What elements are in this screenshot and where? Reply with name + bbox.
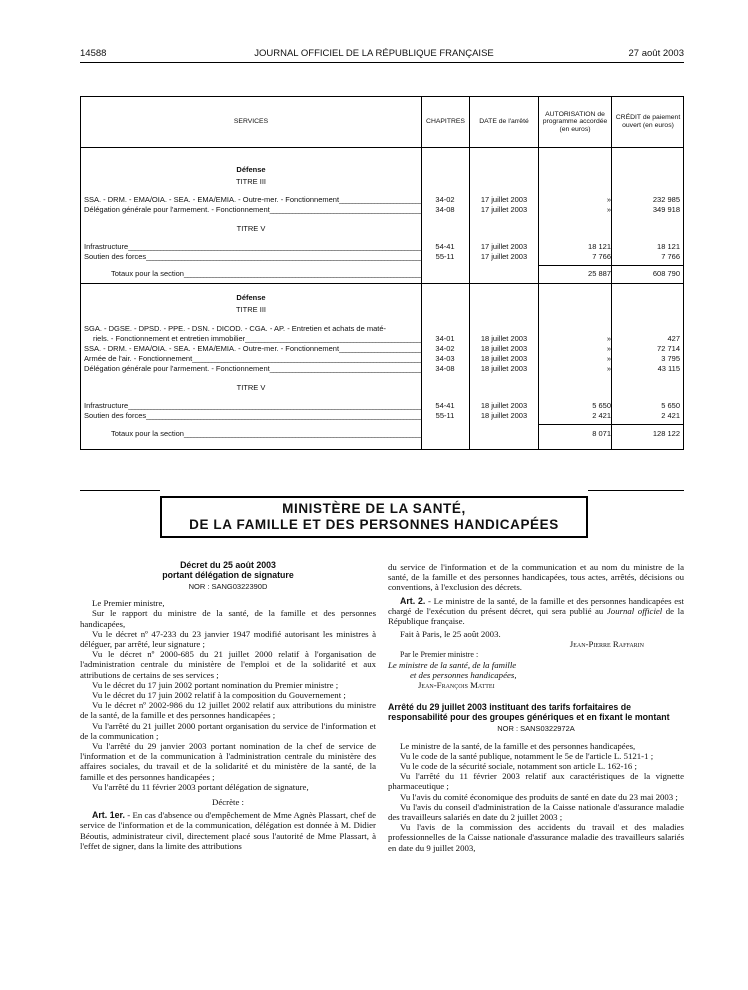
titre-heading: TITRE III <box>236 177 266 186</box>
paragraph: Vu l'arrêté du 11 février 2003 portant délégation de signature, <box>92 781 309 792</box>
table-row: Soutien des forces _____ 55-11 18 juillet 2003 2 421 2 421 <box>81 411 683 421</box>
paragraph: Sur le rapport du ministre de la santé, de la famille et des personnes handicapées, <box>80 608 376 629</box>
page-number: 14588 <box>80 48 107 59</box>
table-row: SSA. - DRM. - EMA/OIA. - SEA. - EMA/EMIA. - Outre-mer. - Fonctionnement _____ 34-02 18 juillet 2003 » 72 714 <box>81 344 683 354</box>
banner-line-1: MINISTÈRE DE LA SANTÉ, <box>282 501 466 516</box>
paragraph: Vu l'avis de la commission des accidents du travail et des maladies professionnelles de la Caisse nationale d'assurance maladie des travailleurs salariés en date du 9 juillet 2003, <box>388 822 684 853</box>
credits-table <box>80 96 684 450</box>
total-row: Totaux pour la section _____ 8 071 128 122 <box>81 429 683 439</box>
decret-title: Décret du 25 août 2003 <box>180 560 276 570</box>
ministry-banner <box>160 496 588 538</box>
arrete-title: Arrêté du 29 juillet 2003 instituant des tarifs forfaitaires de responsabilité pour des groupes génériques et en fixant le montant <box>388 702 670 723</box>
paragraph: Vu le décret du 17 juin 2002 portant nomination du Premier ministre ; <box>92 679 339 690</box>
fait-a-paris: Fait à Paris, le 25 août 2003. <box>400 629 501 640</box>
minister-title-2: et des personnes handicapées, <box>410 670 517 681</box>
col-header-credit: CRÉDIT de paiement ouvert (en euros) <box>615 114 681 129</box>
paragraph: Le ministre de la santé, de la famille et des personnes handicapées, <box>400 740 636 751</box>
col-header-chapitres: CHAPITRES <box>426 118 465 126</box>
table-row: Armée de l'air. - Fonctionnement _____ 34-03 18 juillet 2003 » 3 795 <box>81 354 683 364</box>
journal-title: JOURNAL OFFICIEL DE LA RÉPUBLIQUE FRANÇAISE <box>254 48 494 59</box>
paragraph: du service de l'information et de la communication et au nom du ministre de la santé, de la famille et des personnes handicapées, tous actes, arrêtés, décisions ou conventions, à l'exclusion des décrets. <box>388 562 684 593</box>
minister-title: Le ministre de la santé, de la famille <box>388 659 517 670</box>
paragraph: Vu le décret nº 2000-685 du 21 juillet 2000 relatif à l'organisation de l'administration centrale du ministère de l'emploi et de la solidarité et aux attributions de certains de ses services ; <box>80 649 376 680</box>
header-rule <box>80 62 684 63</box>
decret-nor: NOR : SANG0322390D <box>188 582 268 591</box>
banner-line-2: DE LA FAMILLE ET DES PERSONNES HANDICAPÉES <box>189 517 559 532</box>
article-2: Art. 2. - Le ministre de la santé, de la famille et des personnes handicapées est chargé de l'exécution du présent décret, qui sera publié au Journal officiel de la République française. <box>388 595 685 627</box>
arrete-nor: NOR : SANS0322972A <box>497 724 575 734</box>
section-title: Défense <box>236 165 266 174</box>
table-row: Soutien des forces _____ 55-11 17 juillet 2003 7 766 7 766 <box>81 252 683 262</box>
paragraph: Vu l'arrêté du 21 juillet 2000 portant organisation du service de l'information et de la communication ; <box>80 720 376 741</box>
decrete: Décrète : <box>212 797 244 808</box>
paragraph: Vu le décret du 17 juin 2002 relatif à la composition du Gouvernement ; <box>92 690 346 701</box>
col-header-services: SERVICES <box>233 118 269 126</box>
total-row: Totaux pour la section _____ 25 887 608 790 <box>81 269 683 279</box>
right-column <box>388 562 684 853</box>
table-row: Délégation générale pour l'armement. - Fonctionnement _____ 34-08 18 juillet 2003 » 43 115 <box>81 364 683 374</box>
paragraph: Vu l'avis du comité économique des produits de santé en date du 23 mai 2003 ; <box>400 791 678 802</box>
decret-subtitle: portant délégation de signature <box>162 570 294 580</box>
table-row: Infrastructure _____ 54-41 17 juillet 2003 18 121 18 121 <box>81 242 683 252</box>
paragraph: Vu l'arrêté du 29 janvier 2003 portant nomination de la chef de service de l'information et de la communication à l'administration centrale du ministère des affaires sociales, du travail et de la solidarité et du ministère de la santé, de la famille et des personnes handicapées ; <box>80 741 376 782</box>
table-row: Infrastructure _____ 54-41 18 juillet 2003 5 650 5 650 <box>81 401 683 411</box>
left-column <box>80 560 376 851</box>
signature-premier-ministre: Jean-Pierre Raffarin <box>569 639 644 650</box>
service-line: SGA. - DGSE. - DPSD. - PPE. - DSN. - DICOD. - CGA. - AP. - Entretien et achats de maté- <box>84 324 387 333</box>
paragraph: Le Premier ministre, <box>92 598 165 609</box>
paragraph: Vu le code de la santé publique, notamment le 5e de l'article L. 5121-1 ; <box>400 750 654 761</box>
titre-heading: TITRE III <box>236 305 266 314</box>
table-row: riels. - Fonctionnement et entretien immobilier _____ 34-01 18 juillet 2003 » 427 <box>81 334 683 344</box>
par-le-premier-ministre: Par le Premier ministre : <box>400 649 479 659</box>
article-1: Art. 1er. - En cas d'absence ou d'empêchement de Mme Agnès Plassart, chef de service de l'information et de la communication, délégation est donnée à M. Didier Béoutis, administrateur civil, directement placé sous l'autorité de Mme Plassart, à l'effet de signer, dans la limite des attributions <box>80 810 376 851</box>
paragraph: Vu le code de la sécurité sociale, notamment son article L. 162-16 ; <box>400 761 637 772</box>
col-header-date: DATE de l'arrêté <box>479 118 529 126</box>
paragraph: Vu l'avis du conseil d'administration de la Caisse nationale d'assurance maladie des travailleurs salariés en date du 2 juillet 2003 ; <box>388 801 684 823</box>
signature-ministre: Jean-François Mattei <box>418 680 495 691</box>
titre-heading: TITRE V <box>236 383 266 392</box>
paragraph: Vu l'arrêté du 11 février 2003 relatif aux caractéristiques de la vignette pharmaceutique ; <box>388 771 684 792</box>
titre-heading: TITRE V <box>236 224 266 233</box>
col-header-autorisation: AUTORISATION de programme accordée (en euros) <box>542 110 608 133</box>
section-title: Défense <box>236 293 266 302</box>
paragraph: Vu le décret nº 2002-986 du 12 juillet 2002 relatif aux attributions du ministre de la santé, de la famille et des personnes handicapées ; <box>80 700 376 721</box>
paragraph: Vu le décret nº 47-233 du 23 janvier 1947 modifié autorisant les ministres à déléguer, par arrêté, leur signature ; <box>80 628 376 650</box>
issue-date: 27 août 2003 <box>628 48 684 59</box>
table-row: SSA. - DRM. - EMA/OIA. - SEA. - EMA/EMIA. - Outre-mer. - Fonctionnement _____ 34-02 17 juillet 2003 » 232 985 <box>81 195 683 205</box>
table-row: Délégation générale pour l'armement. - Fonctionnement _____ 34-08 17 juillet 2003 » 349 918 <box>81 205 683 215</box>
